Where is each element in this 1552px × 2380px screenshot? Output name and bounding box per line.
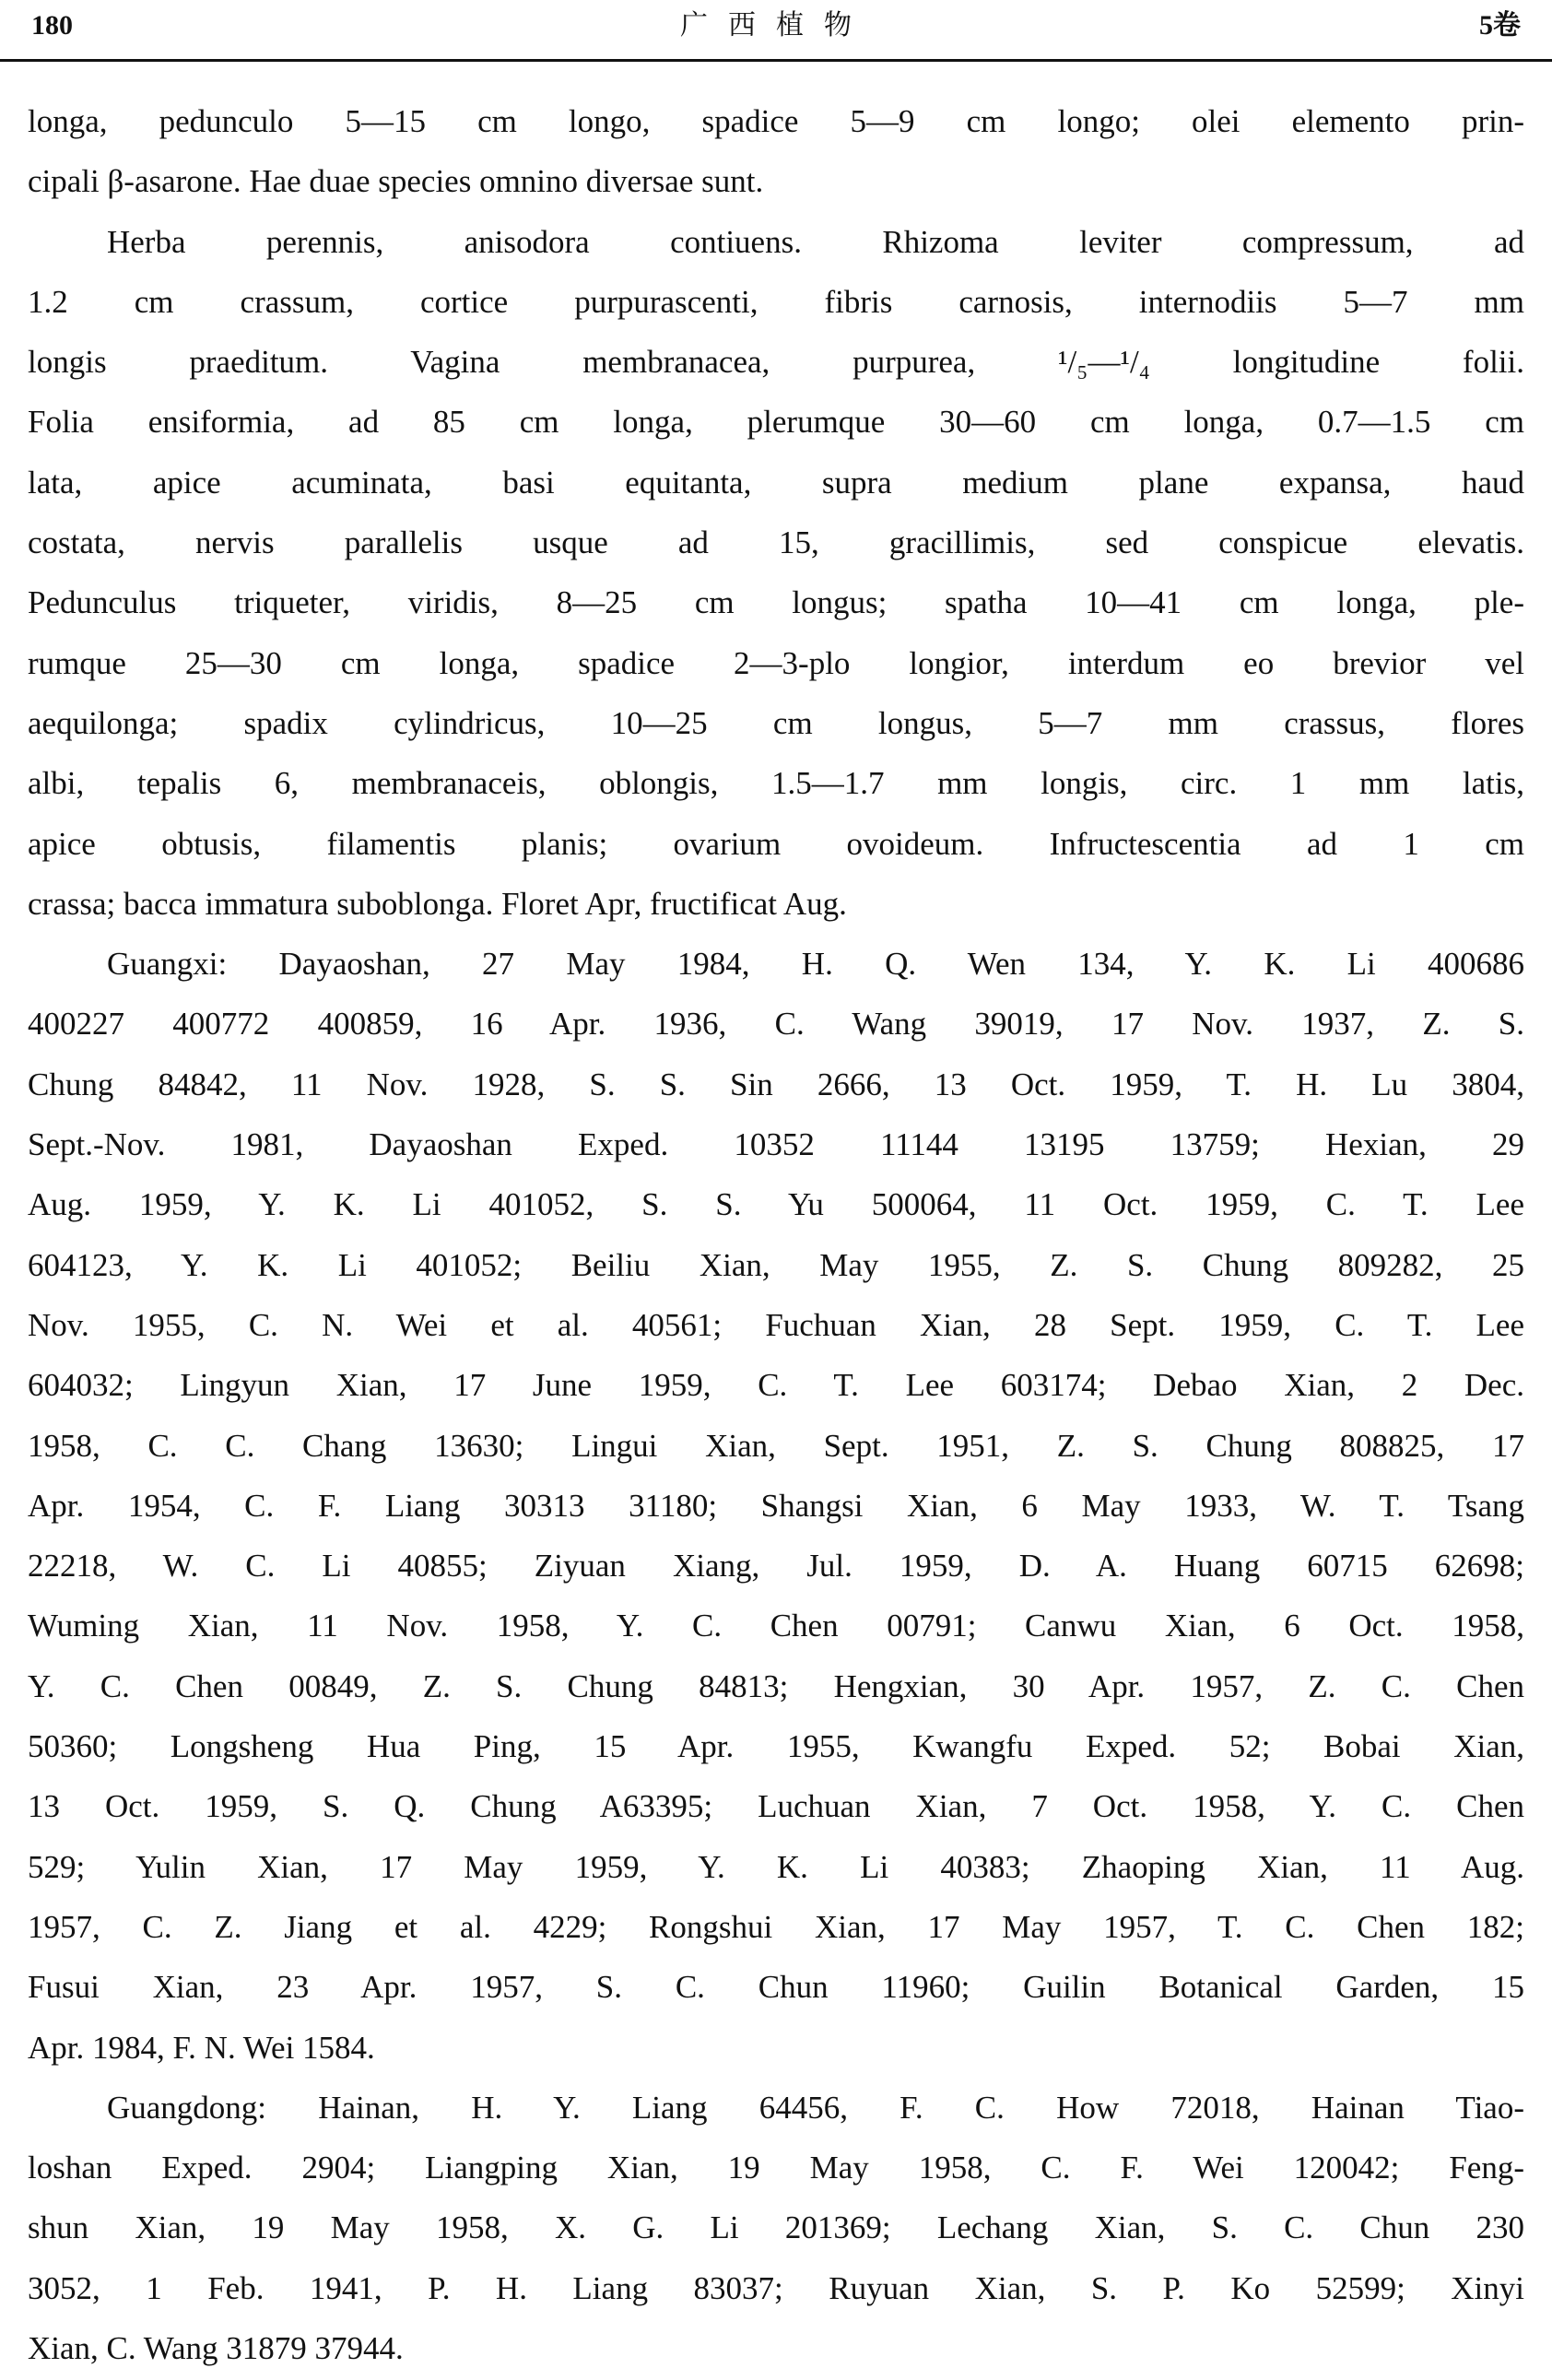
volume-label: 5卷 <box>1479 10 1521 41</box>
text-line: Aug. 1959, Y. K. Li 401052, S. S. Yu 500064, 11 Oct. 1959, C. T. Lee <box>28 1186 1524 1223</box>
text-line: 1958, C. C. Chang 13630; Lingui Xian, Sept. 1951, Z. S. Chung 808825, 17 <box>28 1427 1524 1464</box>
paragraph-specimens-guangxi <box>28 934 1524 2078</box>
text-line: crassa; bacca immatura suboblonga. Floret Apr, fructificat Aug. <box>28 885 847 922</box>
text-line: lata, apice acuminata, basi equitanta, supra medium plane expansa, haud <box>28 464 1524 501</box>
text-line: 604123, Y. K. Li 401052; Beiliu Xian, May 1955, Z. S. Chung 809282, 25 <box>28 1246 1524 1283</box>
text-line: 50360; Longsheng Hua Ping, 15 Apr. 1955, Kwangfu Exped. 52; Bobai Xian, <box>28 1728 1524 1765</box>
text-line: 1.2 cm crassum, cortice purpurascenti, fibris carnosis, internodiis 5—7 mm <box>28 283 1524 320</box>
text-line: rumque 25—30 cm longa, spadice 2—3-plo longior, interdum eo brevior vel <box>28 644 1524 681</box>
paragraph-specimens-guangdong <box>28 2078 1524 2378</box>
text-line: 13 Oct. 1959, S. Q. Chung A63395; Luchuan Xian, 7 Oct. 1958, Y. C. Chen <box>28 1788 1524 1825</box>
text-line: costata, nervis parallelis usque ad 15, gracillimis, sed conspicue elevatis. <box>28 524 1524 561</box>
text-line: Pedunculus triqueter, viridis, 8—25 cm longus; spatha 10—41 cm longa, ple- <box>28 584 1524 621</box>
text-line: Chung 84842, 11 Nov. 1928, S. S. Sin 2666, 13 Oct. 1959, T. H. Lu 3804, <box>28 1066 1524 1102</box>
text-line: Sept.-Nov. 1981, Dayaoshan Exped. 10352 11144 13195 13759; Hexian, 29 <box>28 1126 1524 1163</box>
text-line: 3052, 1 Feb. 1941, P. H. Liang 83037; Ruyuan Xian, S. P. Ko 52599; Xinyi <box>28 2269 1524 2306</box>
page-number: 180 <box>31 10 73 41</box>
text-line: 604032; Lingyun Xian, 17 June 1959, C. T. Lee 603174; Debao Xian, 2 Dec. <box>28 1367 1524 1404</box>
text-line: Wuming Xian, 11 Nov. 1958, Y. C. Chen 00791; Canwu Xian, 6 Oct. 1958, <box>28 1608 1524 1644</box>
text-line: Guangdong: Hainan, H. Y. Liang 64456, F. C. How 72018, Hainan Tiao- <box>107 2089 1524 2126</box>
header-rule <box>0 59 1552 62</box>
text-line: albi, tepalis 6, membranaceis, oblongis, 1.5—1.7 mm longis, circ. 1 mm latis, <box>28 765 1524 802</box>
text-line: 1957, C. Z. Jiang et al. 4229; Rongshui Xian, 17 May 1957, T. C. Chen 182; <box>28 1908 1524 1945</box>
text-line: Apr. 1984, F. N. Wei 1584. <box>28 2029 375 2066</box>
text-line: 529; Yulin Xian, 17 May 1959, Y. K. Li 40383; Zhaoping Xian, 11 Aug. <box>28 1848 1524 1885</box>
text-line: Herba perennis, anisodora contiuens. Rhizoma leviter compressum, ad <box>107 223 1524 260</box>
text-line: cipali β-asarone. Hae duae species omnino diversae sunt. <box>28 163 764 200</box>
text-line: Apr. 1954, C. F. Liang 30313 31180; Shangsi Xian, 6 May 1933, W. T. Tsang <box>28 1487 1524 1524</box>
text-line: longis praeditum. Vagina membranacea, purpurea, ¹/₅—¹/₄ longitudine folii. <box>28 344 1524 381</box>
paragraph-species-description <box>28 212 1524 935</box>
text-line: Nov. 1955, C. N. Wei et al. 40561; Fuchuan Xian, 28 Sept. 1959, C. T. Lee <box>28 1306 1524 1343</box>
text-line: Guangxi: Dayaoshan, 27 May 1984, H. Q. Wen 134, Y. K. Li 400686 <box>107 946 1524 983</box>
text-line: Fusui Xian, 23 Apr. 1957, S. C. Chun 11960; Guilin Botanical Garden, 15 <box>28 1969 1524 2006</box>
text-line: Y. C. Chen 00849, Z. S. Chung 84813; Hengxian, 30 Apr. 1957, Z. C. Chen <box>28 1667 1524 1704</box>
document-body <box>28 91 1524 2378</box>
text-line: 400227 400772 400859, 16 Apr. 1936, C. Wang 39019, 17 Nov. 1937, Z. S. <box>28 1006 1524 1043</box>
paragraph-diagnosis-continuation <box>28 91 1524 212</box>
text-line: aequilonga; spadix cylindricus, 10—25 cm longus, 5—7 mm crassus, flores <box>28 704 1524 741</box>
text-line: loshan Exped. 2904; Liangping Xian, 19 May 1958, C. F. Wei 120042; Feng- <box>28 2150 1524 2186</box>
text-line: Folia ensiformia, ad 85 cm longa, plerumque 30—60 cm longa, 0.7—1.5 cm <box>28 404 1524 441</box>
text-line: apice obtusis, filamentis planis; ovarium ovoideum. Infructescentia ad 1 cm <box>28 825 1524 862</box>
journal-title: 广西植物 <box>680 10 872 41</box>
text-line: longa, pedunculo 5—15 cm longo, spadice 5—9 cm longo; olei elemento prin- <box>28 103 1524 139</box>
text-line: Xian, C. Wang 31879 37944. <box>28 2329 404 2366</box>
text-line: 22218, W. C. Li 40855; Ziyuan Xiang, Jul. 1959, D. A. Huang 60715 62698; <box>28 1548 1524 1585</box>
text-line: shun Xian, 19 May 1958, X. G. Li 201369; Lechang Xian, S. C. Chun 230 <box>28 2209 1524 2246</box>
